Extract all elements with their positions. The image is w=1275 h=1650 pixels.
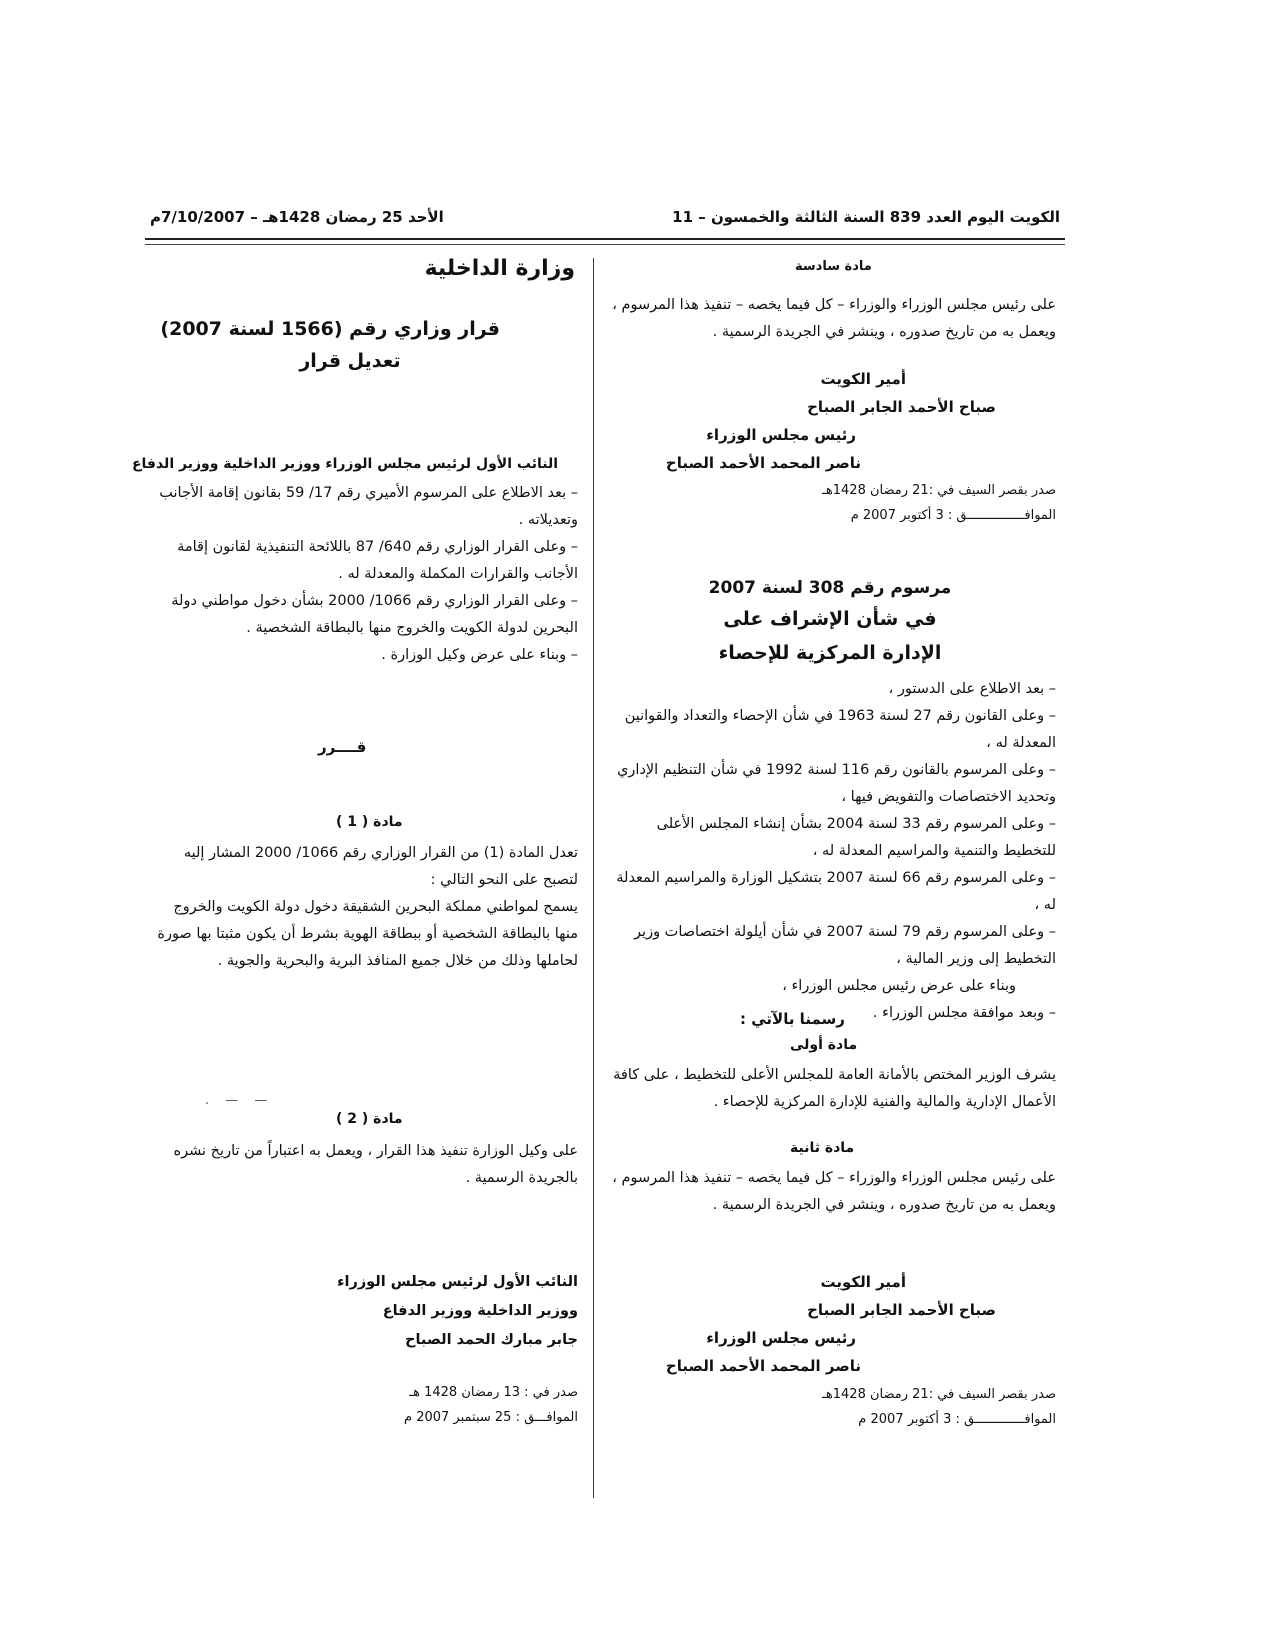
decision-recitals	[148, 480, 578, 669]
article-1-quote: يسمح لمواطني مملكة البحرين الشقيقة دخول دولة الكويت والخروج منها بالبطاقة الشخصية أو ببطاقة الهوية بشرط أن يكون مثبتا بها صورة لحاملها وذلك من خلال جميع المنافذ البرية والبحرية والجوية .	[157, 899, 578, 969]
recital: – وبعد موافقة مجلس الوزراء .	[872, 1005, 1056, 1021]
decree-2-dates	[608, 1382, 1056, 1432]
signatory-title-2: ووزير الداخلية ووزير الدفاع	[382, 1303, 578, 1319]
emir-title: أمير الكويت	[820, 370, 906, 388]
header-rule-thin	[145, 244, 1065, 245]
article-first-text: يشرف الوزير المختص بالأمانة العامة للمجلس الأعلى للتخطيط ، على كافة الأعمال الإدارية والمالية والفنية للإدارة المركزية للإحصاء .	[613, 1067, 1056, 1110]
article-second-heading: مادة ثانية	[790, 1140, 855, 1156]
recital: – وعلى القرار الوزاري رقم 640/ 87 باللائحة التنفيذية لقانون إقامة الأجانب والقرارات المكملة والمعدلة له .	[177, 539, 578, 582]
article-2-body	[148, 1138, 578, 1192]
emir-name: صباح الأحمد الجابر الصباح	[807, 1301, 996, 1319]
ministry-heading: وزارة الداخلية	[424, 256, 575, 281]
recital: وبناء على عرض رئيس مجلس الوزراء ،	[782, 978, 1016, 994]
article-2-heading: مادة ( 2 )	[336, 1111, 403, 1127]
article-1-text: تعدل المادة (1) من القرار الوزاري رقم 1066/ 2000 المشار إليه لتصبح على النحو التالي :	[183, 845, 578, 888]
gazette-header-date: الأحد 25 رمضان 1428هـ – 7/10/2007م	[150, 208, 444, 226]
recital: – وعلى المرسوم رقم 79 لسنة 2007 في شأن أيلولة اختصاصات وزير التخطيط إلى وزير المالية ،	[634, 924, 1056, 967]
corresponding-date: الموافـــــــــــــــق : 3 أكتوبر 2007 م	[850, 508, 1056, 523]
signatory-name: جابر مبارك الحمد الصباح	[405, 1332, 578, 1348]
article-1-body	[148, 840, 578, 975]
decree-subtitle-2: الإدارة المركزية للإحصاء	[718, 642, 942, 664]
issued-date: صدر في : 13 رمضان 1428 هـ	[409, 1385, 578, 1400]
emir-title: أمير الكويت	[820, 1273, 906, 1291]
emir-name: صباح الأحمد الجابر الصباح	[807, 398, 996, 416]
signatory-title-1: النائب الأول لرئيس مجلس الوزراء	[337, 1274, 578, 1290]
column-divider	[593, 258, 594, 1498]
decree-subtitle-1: في شأن الإشراف على	[723, 608, 937, 630]
article-1-heading: مادة ( 1 )	[336, 814, 403, 830]
decreed-heading: رسمنا بالآتي :	[740, 1010, 845, 1028]
recital: – وعلى المرسوم بالقانون رقم 116 لسنة 1992 في شأن التنظيم الإداري وتحديد الاختصاصات والتفويض فيها ،	[617, 762, 1056, 805]
recital: – وعلى القانون رقم 27 لسنة 1963 في شأن الإحصاء والتعداد والقوانين المعدلة له ،	[624, 708, 1056, 751]
recital: – وعلى المرسوم رقم 33 لسنة 2004 بشأن إنشاء المجلس الأعلى للتخطيط والتنمية والمراسيم المعدلة له ،	[656, 816, 1056, 859]
recital: – وعلى المرسوم رقم 66 لسنة 2007 بتشكيل الوزارة والمراسيم المعدلة له ،	[616, 870, 1056, 913]
recital: – وبناء على عرض وكيل الوزارة .	[381, 647, 578, 663]
pm-name: ناصر المحمد الأحمد الصباح	[665, 454, 861, 472]
pm-title: رئيس مجلس الوزراء	[706, 426, 856, 444]
decision-subtitle: تعديل قرار	[299, 350, 401, 372]
corresponding-date: الموافـــق : 25 سبتمبر 2007 م	[404, 1410, 578, 1425]
article-second-body	[608, 1165, 1056, 1219]
pm-name: ناصر المحمد الأحمد الصباح	[665, 1357, 861, 1375]
decision-title: قرار وزاري رقم (1566 لسنة 2007)	[160, 318, 500, 340]
gazette-header-issue: الكويت اليوم العدد 839 السنة الثالثة والخمسون – 11	[672, 208, 1060, 226]
decree-2-signature	[608, 1268, 1056, 1380]
decree-1-dates	[608, 478, 1056, 528]
recital: – وعلى القرار الوزاري رقم 1066/ 2000 بشأن دخول مواطني دولة البحرين لدولة الكويت والخروج منها بالبطاقة الشخصية .	[171, 593, 578, 636]
decision-issuer: النائب الأول لرئيس مجلس الوزراء ووزير الداخلية ووزير الدفاع	[131, 456, 558, 472]
header-rule	[145, 238, 1065, 240]
decree-1-signature	[608, 365, 1056, 477]
decision-signature	[148, 1268, 578, 1355]
recital: – بعد الاطلاع على الدستور ،	[888, 681, 1056, 697]
pm-title: رئيس مجلس الوزراء	[706, 1329, 856, 1347]
article-6-text: على رئيس مجلس الوزراء والوزراء – كل فيما يخصه – تنفيذ هذا المرسوم ، ويعمل به من تاريخ صدوره ، وينشر في الجريدة الرسمية .	[612, 297, 1056, 340]
recital: – بعد الاطلاع على المرسوم الأميري رقم 17/ 59 بقانون إقامة الأجانب وتعديلاته .	[159, 485, 578, 528]
corresponding-date: الموافـــــــــــــق : 3 أكتوبر 2007 م	[858, 1412, 1056, 1427]
article-first-heading: مادة أولى	[790, 1037, 858, 1053]
issued-date: صدر بقصر السيف في :21 رمضان 1428هـ	[822, 483, 1056, 498]
decree-recitals	[608, 676, 1056, 1027]
decree-title: مرسوم رقم 308 لسنة 2007	[708, 578, 952, 598]
decision-dates	[148, 1380, 578, 1430]
article-second-text: على رئيس مجلس الوزراء والوزراء – كل فيما يخصه – تنفيذ هذا المرسوم ، ويعمل به من تاريخ صدوره ، وينشر في الجريدة الرسمية .	[612, 1170, 1056, 1213]
issued-date: صدر بقصر السيف في :21 رمضان 1428هـ	[822, 1387, 1056, 1402]
article-6-heading: مادة سادسة	[795, 259, 872, 274]
decided-heading: قــــرر	[318, 738, 367, 756]
article-6-body	[608, 292, 1056, 346]
article-2-text: على وكيل الوزارة تنفيذ هذا القرار ، ويعمل به اعتباراً من تاريخ نشره بالجريدة الرسمية .	[173, 1143, 578, 1186]
article-first-body	[608, 1062, 1056, 1116]
stray-marks: . — —	[205, 1093, 274, 1108]
